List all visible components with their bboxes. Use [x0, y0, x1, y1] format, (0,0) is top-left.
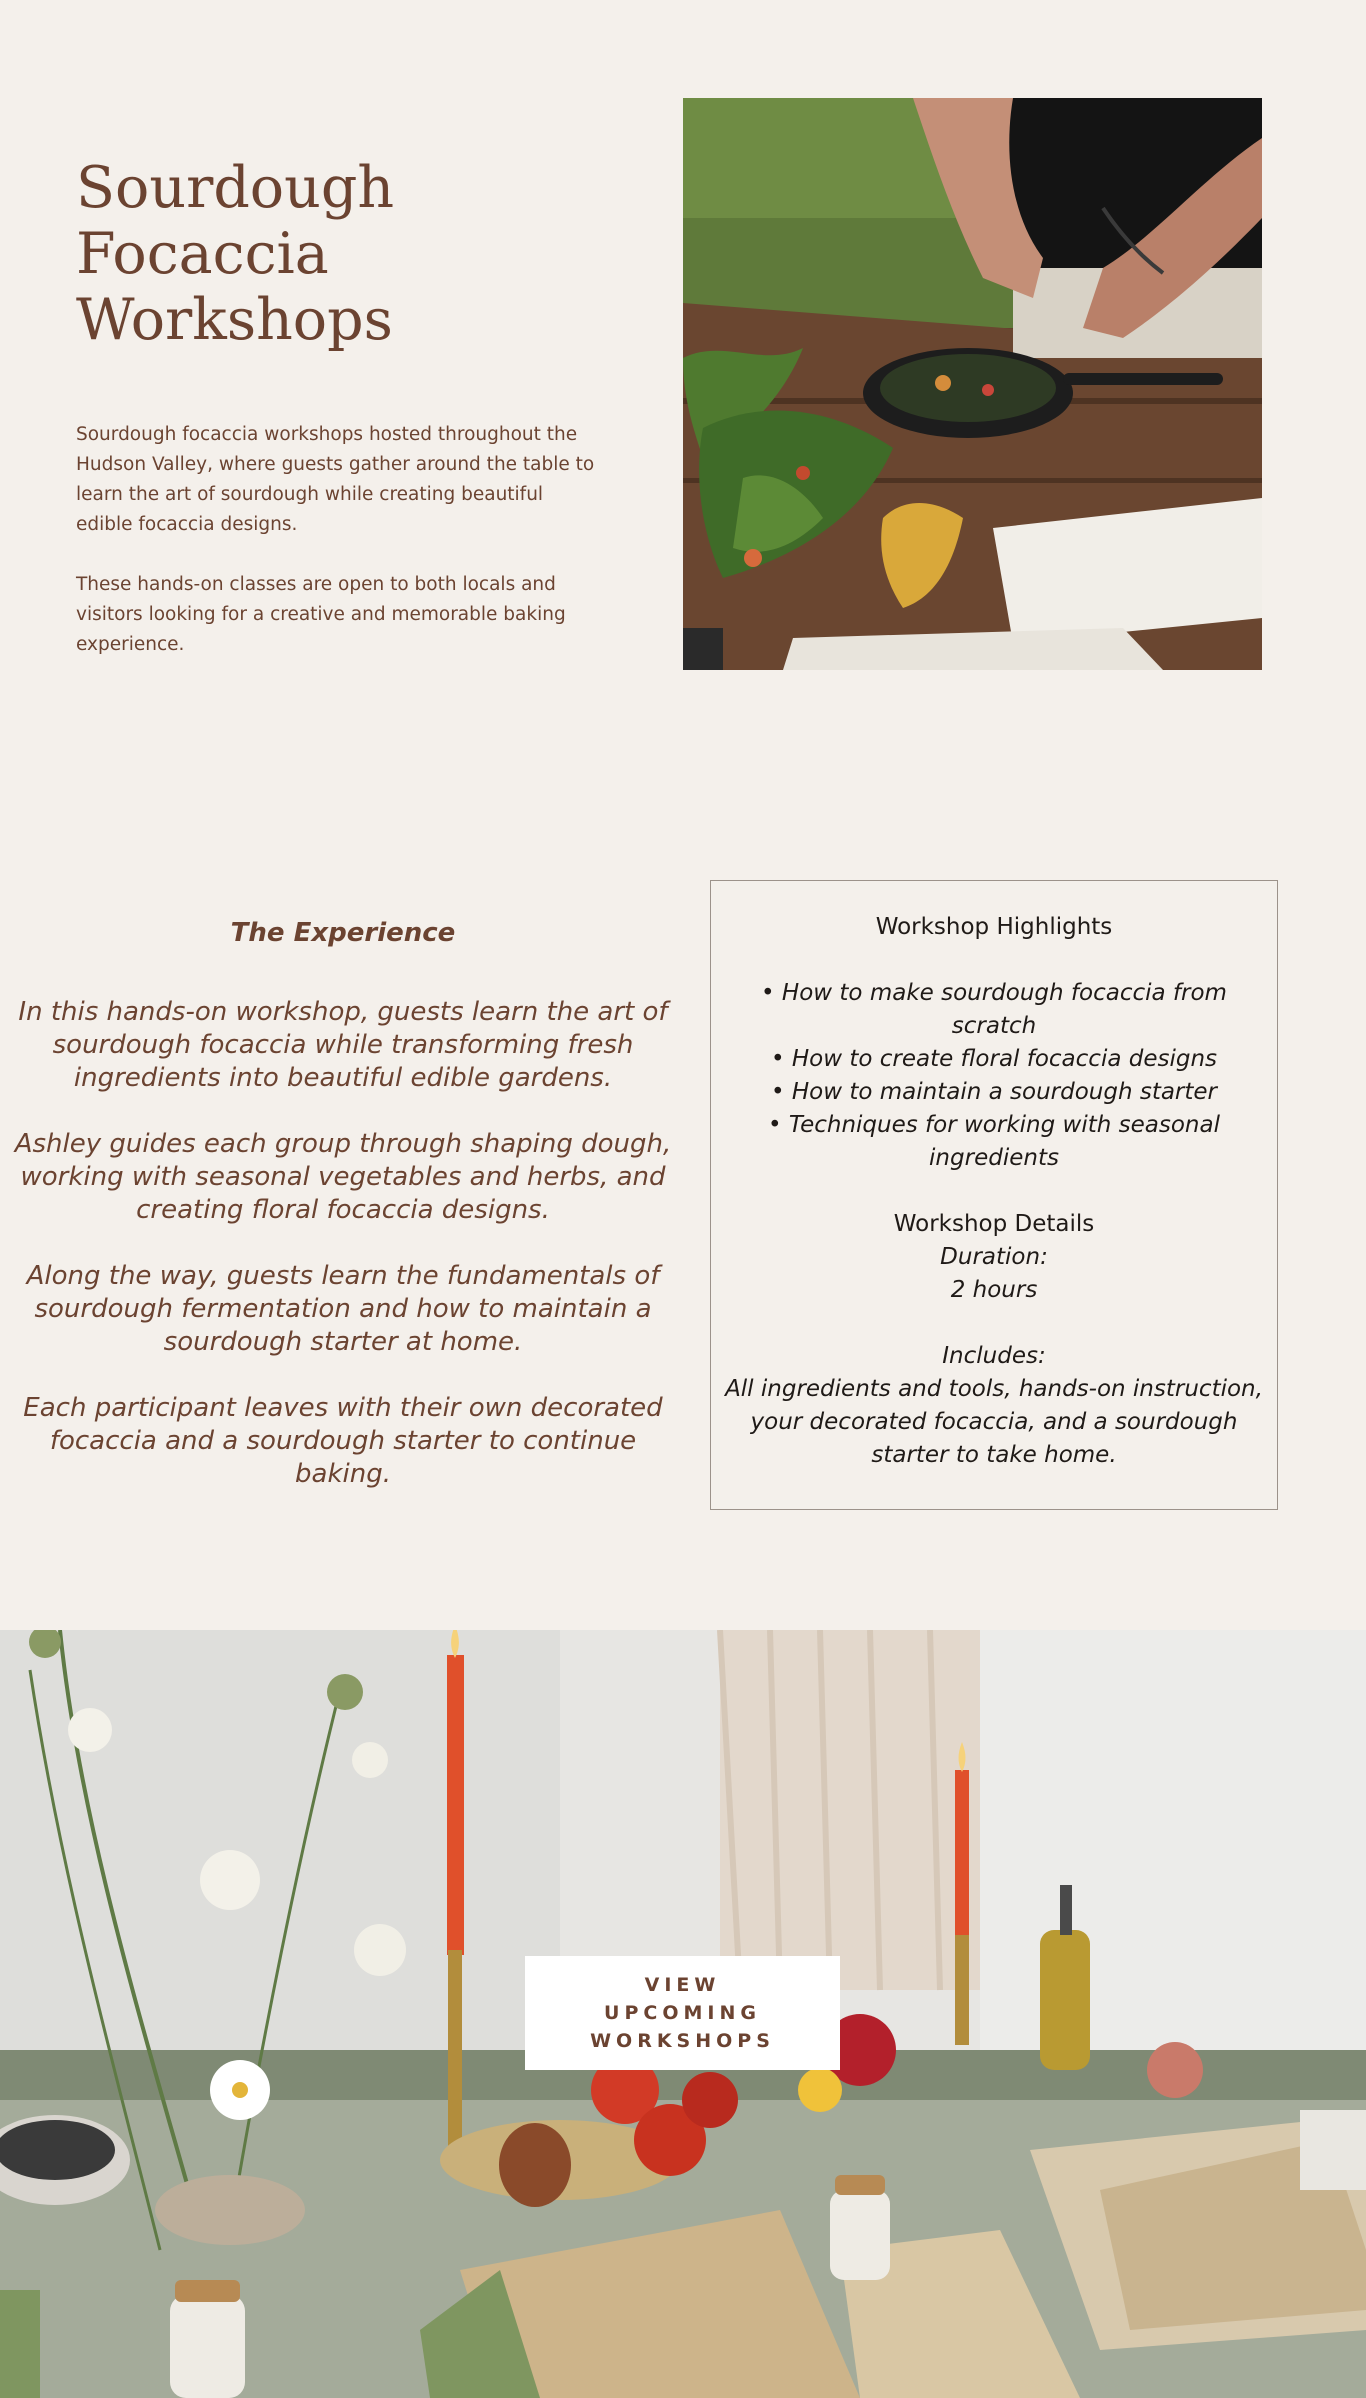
highlights-list — [711, 977, 1277, 1175]
view-upcoming-workshops-button[interactable]: VIEW UPCOMING WORKSHOPS — [525, 1956, 840, 2070]
highlight-item: • How to make sourdough focaccia from scratch — [761, 980, 1227, 1039]
spacer — [711, 1307, 1277, 1340]
experience-paragraph: In this hands-on workshop, guests learn the art of sourdough focaccia while transforming fresh ingredients into beautiful edible gardens. — [18, 997, 668, 1093]
experience-paragraph: Ashley guides each group through shaping dough, working with seasonal vegetables and herbs, and creating floral focaccia designs. — [14, 1129, 672, 1225]
duration-value: 2 hours — [950, 1277, 1038, 1303]
experience-paragraph: Each participant leaves with their own decorated focaccia and a sourdough starter to continue baking. — [23, 1393, 663, 1489]
highlight-item: • How to create floral focaccia designs — [770, 1046, 1218, 1072]
highlights-title: Workshop Highlights — [875, 914, 1113, 940]
includes-label: Includes: — [942, 1343, 1046, 1369]
highlight-item: • How to maintain a sourdough starter — [770, 1079, 1218, 1105]
intro-paragraph: These hands-on classes are open to both locals and visitors looking for a creative and memorable baking experience. — [76, 574, 566, 655]
page-title-line: Workshops — [76, 287, 393, 353]
workshop-highlights-box — [710, 880, 1278, 1510]
page-title — [76, 155, 636, 353]
intro-text — [76, 420, 596, 690]
experience-section — [0, 900, 686, 1524]
includes-value: All ingredients and tools, hands-on instruction, your decorated focaccia, and a sourdough starter to take home. — [725, 1376, 1263, 1468]
page-title-line: Focaccia — [76, 221, 329, 287]
workshop-photo — [683, 98, 1262, 670]
intro-paragraph: Sourdough focaccia workshops hosted throughout the Hudson Valley, where guests gather around the table to learn the art of sourdough while creating beautiful edible focaccia designs. — [76, 424, 595, 535]
highlight-item: • Techniques for working with seasonal ingredients — [768, 1112, 1220, 1171]
experience-heading: The Experience — [230, 918, 456, 948]
duration-label: Duration: — [940, 1244, 1048, 1270]
experience-paragraph: Along the way, guests learn the fundamentals of sourdough fermentation and how to maintain a sourdough starter at home. — [26, 1261, 660, 1357]
details-title: Workshop Details — [893, 1211, 1095, 1237]
page-title-line: Sourdough — [76, 155, 395, 221]
